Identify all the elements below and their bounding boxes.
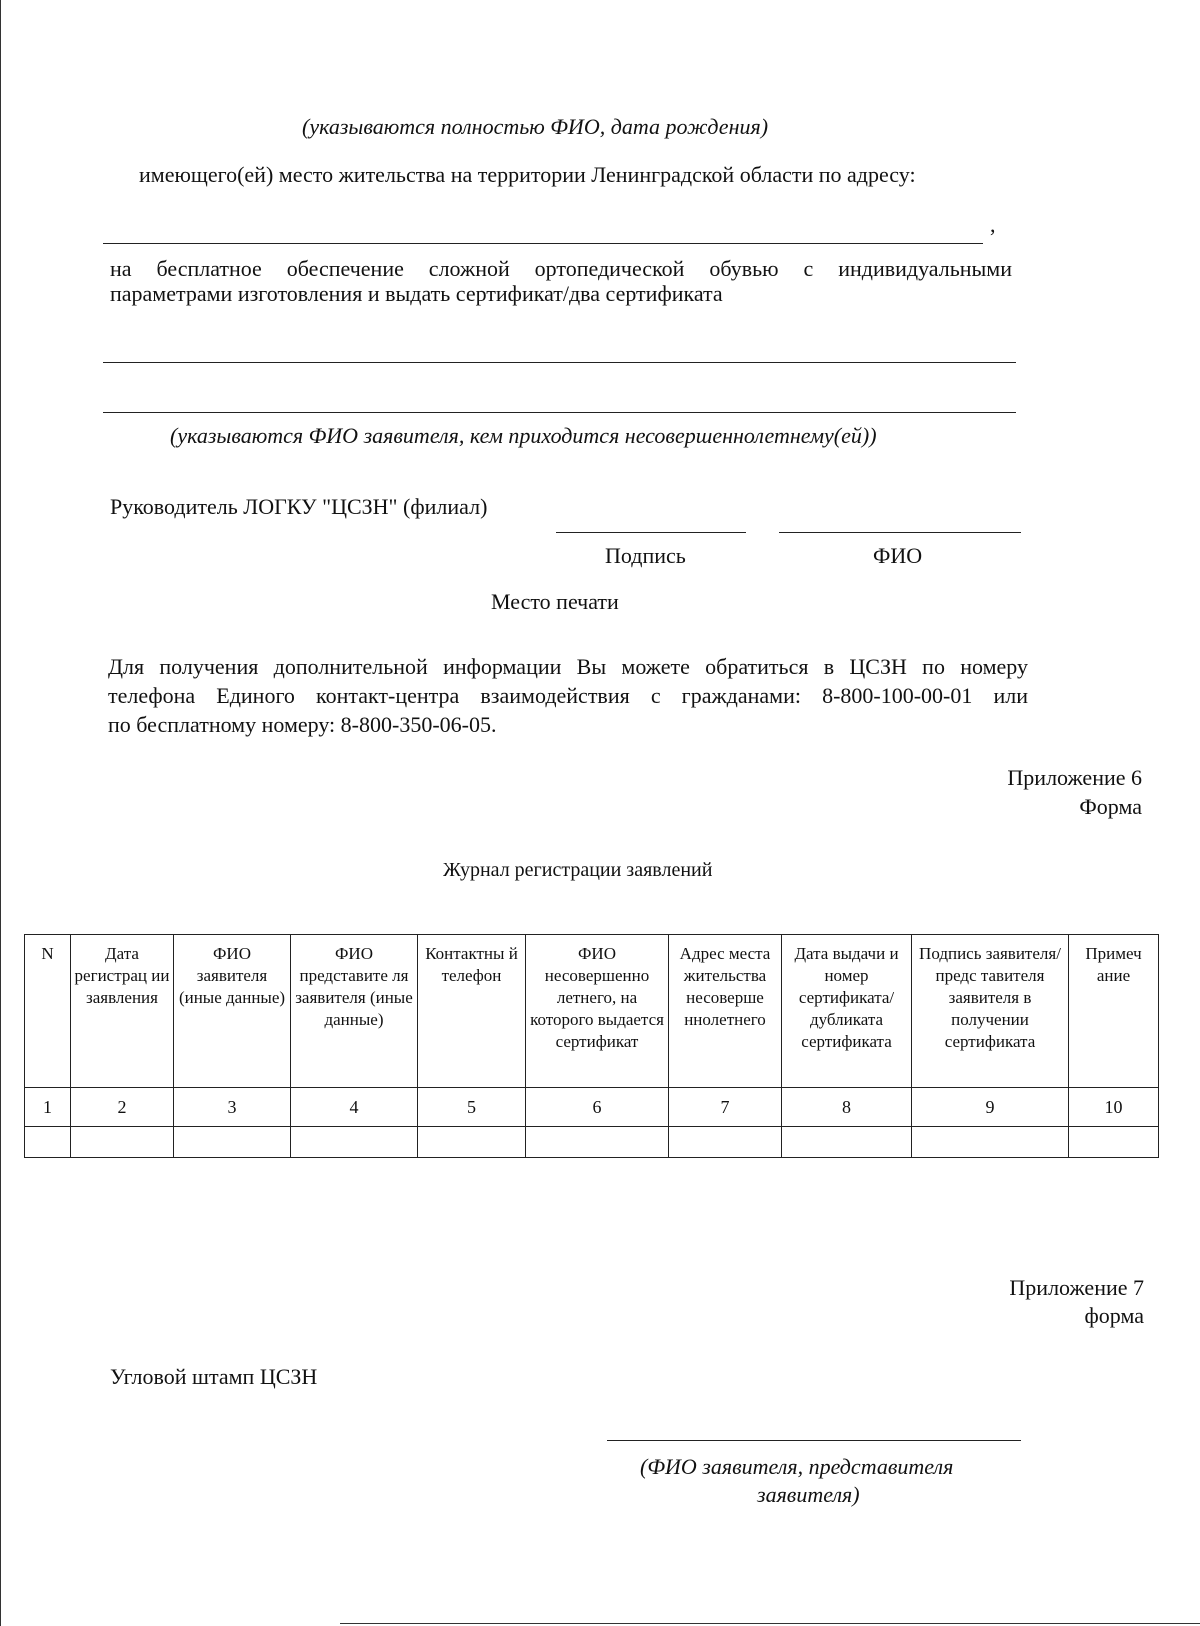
info-line-2: телефона Единого контакт-центра взаимодействия с гражданами: 8-800-100-00-01 или: [108, 683, 1028, 708]
appendix6-title: Приложение 6: [1007, 765, 1142, 790]
number-cell: 7: [669, 1088, 782, 1127]
table-header-row: [25, 935, 1159, 1088]
fio-caption-line-2: заявителя): [757, 1482, 860, 1507]
number-cell: 1: [25, 1088, 71, 1127]
empty-cell: [1069, 1127, 1159, 1158]
empty-cell: [782, 1127, 912, 1158]
residence-line: имеющего(ей) место жительства на территории Ленинградской области по адресу:: [139, 162, 916, 187]
scan-edge: [0, 0, 1, 1626]
header-cell: ФИО представите ля заявителя (иные данные): [291, 935, 418, 1088]
header-cell: ФИО заявителя (иные данные): [174, 935, 291, 1088]
header-cell: Подпись заявителя/предс тавителя заявителя в получении сертификата: [912, 935, 1069, 1088]
header-cell: ФИО несовершенно летнего, на которого выдается сертификат: [526, 935, 669, 1088]
purpose-line-1: на бесплатное обеспечение сложной ортопедической обувью с индивидуальными: [110, 256, 1012, 281]
corner-stamp-label: Угловой штамп ЦСЗН: [110, 1364, 318, 1389]
header-cell: Дата выдачи и номер сертификата/ дубликата сертификата: [782, 935, 912, 1088]
number-cell: 10: [1069, 1088, 1159, 1127]
appendix7-form: форма: [1084, 1303, 1144, 1328]
scan-bottom-edge: [340, 1623, 1200, 1624]
registration-journal-table: [24, 934, 1159, 1158]
table-number-row: [25, 1088, 1159, 1127]
empty-cell: [174, 1127, 291, 1158]
empty-cell: [418, 1127, 526, 1158]
info-line-1: Для получения дополнительной информации Вы можете обратиться в ЦСЗН по номеру: [108, 654, 1028, 679]
table-empty-row: [25, 1127, 1159, 1158]
empty-cell: [71, 1127, 174, 1158]
empty-cell: [291, 1127, 418, 1158]
header-cell: Примеч ание: [1069, 935, 1159, 1088]
info-line-3: по бесплатному номеру: 8-800-350-06-05.: [108, 712, 497, 737]
appendix6-form: Форма: [1079, 794, 1142, 819]
header-cell: N: [25, 935, 71, 1088]
empty-cell: [669, 1127, 782, 1158]
signature-line: [556, 532, 746, 533]
applicant-caption: (указываются ФИО заявителя, кем приходится несовершеннолетнему(ей)): [170, 423, 877, 448]
number-cell: 4: [291, 1088, 418, 1127]
empty-cell: [912, 1127, 1069, 1158]
empty-cell: [526, 1127, 669, 1158]
number-cell: 8: [782, 1088, 912, 1127]
address-comma: ,: [990, 212, 996, 237]
applicant-fill-line-1: [103, 362, 1016, 363]
header-cell: Адрес места жительства несоверше ннолетнего: [669, 935, 782, 1088]
applicant-signature-line: [607, 1440, 1021, 1441]
fio-label: ФИО: [873, 543, 923, 568]
fio-caption-line-1: (ФИО заявителя, представителя: [640, 1454, 954, 1479]
journal-title: Журнал регистрации заявлений: [443, 859, 713, 881]
header-cell: Контактны й телефон: [418, 935, 526, 1088]
seal-label: Место печати: [491, 589, 619, 614]
purpose-line-2: параметрами изготовления и выдать сертификат/два сертификата: [110, 281, 723, 306]
empty-cell: [25, 1127, 71, 1158]
birth-caption: (указываются полностью ФИО, дата рождения): [302, 114, 769, 139]
number-cell: 3: [174, 1088, 291, 1127]
number-cell: 2: [71, 1088, 174, 1127]
number-cell: 5: [418, 1088, 526, 1127]
applicant-fill-line-2: [103, 412, 1016, 413]
number-cell: 6: [526, 1088, 669, 1127]
signature-label: Подпись: [605, 543, 686, 568]
address-fill-line: [103, 243, 983, 244]
appendix7-title: Приложение 7: [1009, 1275, 1144, 1300]
fio-line: [779, 532, 1021, 533]
header-cell: Дата регистрац ии заявления: [71, 935, 174, 1088]
head-label: Руководитель ЛОГКУ "ЦСЗН" (филиал): [110, 494, 488, 519]
number-cell: 9: [912, 1088, 1069, 1127]
